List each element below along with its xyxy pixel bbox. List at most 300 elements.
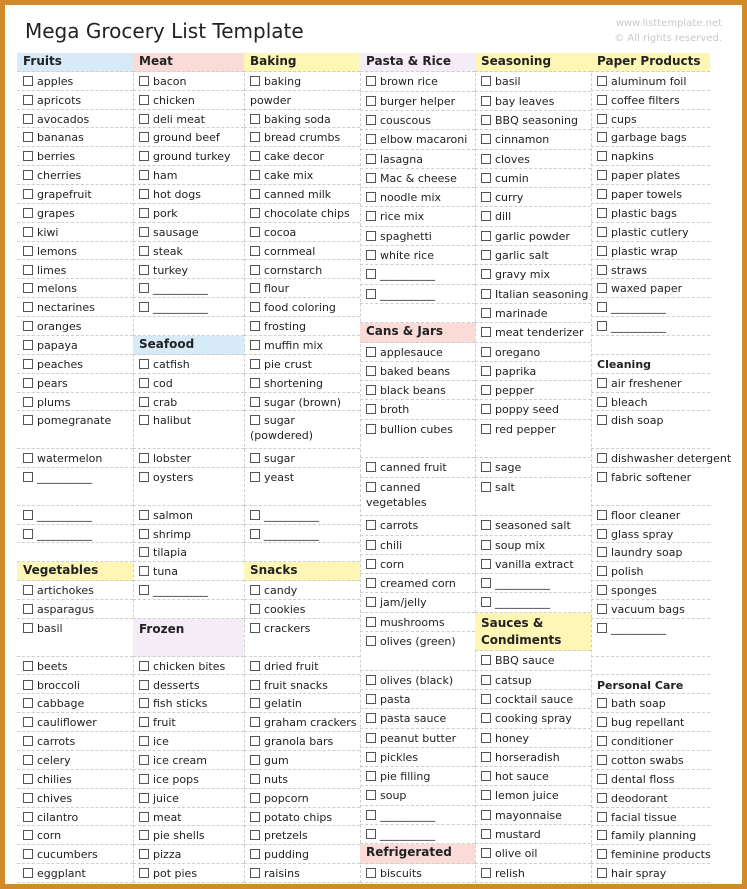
item-label: meat tenderizer <box>495 326 584 340</box>
checkbox-icon[interactable] <box>139 283 149 293</box>
item-label: baked beans <box>380 364 451 378</box>
checkbox-icon[interactable] <box>250 793 260 803</box>
checkbox-icon[interactable] <box>139 151 149 161</box>
checkbox-icon[interactable] <box>139 76 149 86</box>
checkbox-icon[interactable] <box>23 246 33 256</box>
checkbox-icon[interactable] <box>139 359 149 369</box>
checkbox-icon[interactable] <box>250 76 260 86</box>
list-item <box>475 304 591 323</box>
item-label: sage <box>495 461 522 475</box>
checkbox-icon[interactable] <box>597 114 607 124</box>
checkbox-icon[interactable] <box>597 227 607 237</box>
checkbox-icon[interactable] <box>366 366 376 376</box>
checkbox-icon[interactable] <box>250 265 260 275</box>
checkbox-icon[interactable] <box>481 655 491 665</box>
list-item <box>133 298 244 317</box>
checkbox-icon[interactable] <box>366 115 376 125</box>
checkbox-icon[interactable] <box>597 510 607 520</box>
list-item <box>591 204 710 223</box>
checkbox-icon[interactable] <box>250 189 260 199</box>
checkbox-icon[interactable] <box>23 604 33 614</box>
checkbox-icon[interactable] <box>481 482 491 492</box>
checkbox-icon[interactable] <box>597 736 607 746</box>
checkbox-icon[interactable] <box>366 154 376 164</box>
checkbox-icon[interactable] <box>23 453 33 463</box>
item-label: cornmeal <box>264 244 316 258</box>
checkbox-icon[interactable] <box>139 95 149 105</box>
checkbox-icon[interactable] <box>250 755 260 765</box>
list-item <box>360 671 475 690</box>
checkbox-icon[interactable] <box>597 76 607 86</box>
checkbox-icon[interactable] <box>366 134 376 144</box>
checkbox-icon[interactable] <box>481 675 491 685</box>
checkbox-icon[interactable] <box>481 385 491 395</box>
checkbox-icon[interactable] <box>481 848 491 858</box>
checkbox-icon[interactable] <box>366 482 376 492</box>
checkbox-icon[interactable] <box>23 397 33 407</box>
list-item <box>360 613 475 632</box>
checkbox-icon[interactable] <box>23 529 33 539</box>
checkbox-icon[interactable] <box>481 250 491 260</box>
checkbox-icon[interactable] <box>250 604 260 614</box>
list-item <box>475 227 591 246</box>
list-item <box>244 676 360 695</box>
checkbox-icon[interactable] <box>481 424 491 434</box>
checkbox-icon[interactable] <box>23 755 33 765</box>
checkbox-icon[interactable] <box>481 520 491 530</box>
checkbox-icon[interactable] <box>366 289 376 299</box>
checkbox-icon[interactable] <box>250 812 260 822</box>
checkbox-icon[interactable] <box>139 812 149 822</box>
checkbox-icon[interactable] <box>139 755 149 765</box>
checkbox-icon[interactable] <box>481 269 491 279</box>
checkbox-icon[interactable] <box>597 170 607 180</box>
checkbox-icon[interactable] <box>597 151 607 161</box>
checkbox-icon[interactable] <box>23 321 33 331</box>
checkbox-icon[interactable] <box>23 793 33 803</box>
checkbox-icon[interactable] <box>597 755 607 765</box>
item-label: ground beef <box>153 131 220 145</box>
checkbox-icon[interactable] <box>481 289 491 299</box>
checkbox-icon[interactable] <box>366 713 376 723</box>
list-item <box>133 72 244 91</box>
item-label: white rice <box>380 249 434 263</box>
checkbox-icon[interactable] <box>139 566 149 576</box>
category-header-label: Paper Products <box>597 54 701 68</box>
list-item <box>17 110 133 129</box>
checkbox-icon[interactable] <box>366 578 376 588</box>
checkbox-icon[interactable] <box>250 453 260 463</box>
item-label: canned fruit <box>380 461 447 475</box>
category-column <box>360 53 475 883</box>
checkbox-icon[interactable] <box>23 340 33 350</box>
checkbox-icon[interactable] <box>139 397 149 407</box>
checkbox-icon[interactable] <box>250 830 260 840</box>
checkbox-icon[interactable] <box>481 231 491 241</box>
item-label: cilantro <box>37 810 79 824</box>
checkbox-icon[interactable] <box>597 868 607 878</box>
checkbox-icon[interactable] <box>366 96 376 106</box>
checkbox-icon[interactable] <box>23 265 33 275</box>
checkbox-icon[interactable] <box>139 132 149 142</box>
checkbox-icon[interactable] <box>366 597 376 607</box>
checkbox-icon[interactable] <box>481 597 491 607</box>
list-item <box>244 279 360 298</box>
item-label: __________ <box>611 301 666 315</box>
checkbox-icon[interactable] <box>23 774 33 784</box>
checkbox-icon[interactable] <box>250 283 260 293</box>
checkbox-icon[interactable] <box>597 830 607 840</box>
checkbox-icon[interactable] <box>250 868 260 878</box>
checkbox-icon[interactable] <box>139 510 149 520</box>
checkbox-icon[interactable] <box>481 752 491 762</box>
checkbox-icon[interactable] <box>139 378 149 388</box>
checkbox-icon[interactable] <box>23 585 33 595</box>
list-item <box>591 147 710 166</box>
checkbox-icon[interactable] <box>139 717 149 727</box>
checkbox-icon[interactable] <box>481 134 491 144</box>
checkbox-icon[interactable] <box>139 830 149 840</box>
checkbox-icon[interactable] <box>250 114 260 124</box>
checkbox-icon[interactable] <box>250 585 260 595</box>
checkbox-icon[interactable] <box>597 283 607 293</box>
checkbox-icon[interactable] <box>481 404 491 414</box>
checkbox-icon[interactable] <box>250 321 260 331</box>
list-item <box>360 825 475 844</box>
item-label: pie crust <box>264 357 312 371</box>
checkbox-icon[interactable] <box>366 540 376 550</box>
item-label: gelatin <box>264 697 302 711</box>
checkbox-icon[interactable] <box>139 415 149 425</box>
checkbox-icon[interactable] <box>250 661 260 671</box>
checkbox-icon[interactable] <box>481 366 491 376</box>
checkbox-icon[interactable] <box>366 733 376 743</box>
checkbox-icon[interactable] <box>23 830 33 840</box>
checkbox-icon[interactable] <box>481 829 491 839</box>
checkbox-icon[interactable] <box>139 453 149 463</box>
checkbox-icon[interactable] <box>597 472 607 482</box>
checkbox-icon[interactable] <box>139 585 149 595</box>
checkbox-icon[interactable] <box>481 462 491 472</box>
list-item <box>591 374 710 393</box>
item-label: spaghetti <box>380 229 432 243</box>
checkbox-icon[interactable] <box>366 752 376 762</box>
checkbox-icon[interactable] <box>250 132 260 142</box>
list-item <box>475 690 591 709</box>
list-item <box>360 207 475 226</box>
checkbox-icon[interactable] <box>250 774 260 784</box>
item-label: bug repellant <box>611 716 685 730</box>
checkbox-icon[interactable] <box>23 812 33 822</box>
checkbox-icon[interactable] <box>23 302 33 312</box>
checkbox-icon[interactable] <box>250 208 260 218</box>
checkbox-icon[interactable] <box>597 849 607 859</box>
item-label: olives (green) <box>380 635 456 649</box>
checkbox-icon[interactable] <box>597 623 607 633</box>
item-label: plastic cutlery <box>611 225 689 239</box>
checkbox-icon[interactable] <box>250 151 260 161</box>
checkbox-icon[interactable] <box>250 170 260 180</box>
checkbox-icon[interactable] <box>23 849 33 859</box>
checkbox-icon[interactable] <box>366 636 376 646</box>
checkbox-icon[interactable] <box>23 151 33 161</box>
checkbox-icon[interactable] <box>23 359 33 369</box>
checkbox-icon[interactable] <box>597 585 607 595</box>
checkbox-icon[interactable] <box>366 76 376 86</box>
item-label: dish soap <box>611 414 664 428</box>
checkbox-icon[interactable] <box>23 661 33 671</box>
checkbox-icon[interactable] <box>481 559 491 569</box>
list-item <box>244 166 360 185</box>
list-item <box>17 185 133 204</box>
checkbox-icon[interactable] <box>597 717 607 727</box>
item-label: papaya <box>37 338 78 352</box>
item-label: olive oil <box>495 847 538 861</box>
item-label: soup <box>380 789 407 803</box>
checkbox-icon[interactable] <box>139 793 149 803</box>
checkbox-icon[interactable] <box>366 868 376 878</box>
category-header-label: Meat <box>139 54 173 68</box>
checkbox-icon[interactable] <box>597 547 607 557</box>
checkbox-icon[interactable] <box>23 415 33 425</box>
checkbox-icon[interactable] <box>23 132 33 142</box>
checkbox-icon[interactable] <box>139 868 149 878</box>
checkbox-icon[interactable] <box>481 96 491 106</box>
checkbox-icon[interactable] <box>250 717 260 727</box>
checkbox-icon[interactable] <box>366 173 376 183</box>
checkbox-icon[interactable] <box>366 520 376 530</box>
checkbox-icon[interactable] <box>481 115 491 125</box>
checkbox-icon[interactable] <box>139 680 149 690</box>
checkbox-icon[interactable] <box>23 378 33 388</box>
checkbox-icon[interactable] <box>366 347 376 357</box>
category-header <box>591 53 710 72</box>
checkbox-icon[interactable] <box>139 774 149 784</box>
list-item <box>360 458 475 477</box>
item-label: deodorant <box>611 791 668 805</box>
checkbox-icon[interactable] <box>23 868 33 878</box>
checkbox-icon[interactable] <box>250 227 260 237</box>
list-item <box>17 600 133 619</box>
item-label: cherries <box>37 169 82 183</box>
checkbox-icon[interactable] <box>366 269 376 279</box>
checkbox-icon[interactable] <box>23 698 33 708</box>
checkbox-icon[interactable] <box>23 736 33 746</box>
list-item <box>360 246 475 265</box>
checkbox-icon[interactable] <box>139 170 149 180</box>
checkbox-icon[interactable] <box>597 793 607 803</box>
item-label: __________ <box>153 584 208 598</box>
checkbox-icon[interactable] <box>23 283 33 293</box>
checkbox-icon[interactable] <box>250 415 260 425</box>
item-label: paprika <box>495 364 537 378</box>
item-label: __________ <box>495 596 550 610</box>
item-label: curry <box>495 191 524 205</box>
checkbox-icon[interactable] <box>366 675 376 685</box>
checkbox-icon[interactable] <box>139 208 149 218</box>
checkbox-icon[interactable] <box>481 713 491 723</box>
checkbox-icon[interactable] <box>250 623 260 633</box>
item-label: oysters <box>153 471 194 484</box>
list-item <box>17 468 133 506</box>
checkbox-icon[interactable] <box>23 680 33 690</box>
checkbox-icon[interactable] <box>481 347 491 357</box>
list-item <box>244 185 360 204</box>
checkbox-icon[interactable] <box>139 189 149 199</box>
checkbox-icon[interactable] <box>597 529 607 539</box>
checkbox-icon[interactable] <box>139 547 149 557</box>
checkbox-icon[interactable] <box>597 415 607 425</box>
watermark-rights: © All rights reserved. <box>614 33 722 44</box>
list-item <box>360 188 475 207</box>
checkbox-icon[interactable] <box>250 529 260 539</box>
checkbox-icon[interactable] <box>597 378 607 388</box>
checkbox-icon[interactable] <box>250 397 260 407</box>
checkbox-icon[interactable] <box>366 617 376 627</box>
checkbox-icon[interactable] <box>139 529 149 539</box>
list-item <box>244 223 360 242</box>
list-item <box>17 770 133 789</box>
checkbox-icon[interactable] <box>481 154 491 164</box>
category-header <box>360 844 475 863</box>
checkbox-icon[interactable] <box>23 227 33 237</box>
checkbox-icon[interactable] <box>597 246 607 256</box>
checkbox-icon[interactable] <box>250 510 260 520</box>
checkbox-icon[interactable] <box>139 736 149 746</box>
checkbox-icon[interactable] <box>481 578 491 588</box>
category-header-label: Seasoning <box>481 54 552 68</box>
checkbox-icon[interactable] <box>481 211 491 221</box>
checkbox-icon[interactable] <box>366 462 376 472</box>
checkbox-icon[interactable] <box>597 265 607 275</box>
list-item <box>360 864 475 883</box>
list-item <box>133 713 244 732</box>
checkbox-icon[interactable] <box>366 694 376 704</box>
checkbox-icon[interactable] <box>597 566 607 576</box>
checkbox-icon[interactable] <box>366 192 376 202</box>
checkbox-icon[interactable] <box>481 868 491 878</box>
checkbox-icon[interactable] <box>139 114 149 124</box>
checkbox-icon[interactable] <box>481 192 491 202</box>
checkbox-icon[interactable] <box>250 849 260 859</box>
checkbox-icon[interactable] <box>597 302 607 312</box>
item-label: cornstarch <box>264 263 323 277</box>
checkbox-icon[interactable] <box>597 453 607 463</box>
checkbox-icon[interactable] <box>23 510 33 520</box>
checkbox-icon[interactable] <box>139 265 149 275</box>
list-item <box>244 826 360 845</box>
subcategory-header <box>591 676 710 695</box>
item-label: basil <box>37 621 63 635</box>
item-label: ground turkey <box>153 150 231 164</box>
list-item <box>244 110 360 129</box>
checkbox-icon[interactable] <box>23 114 33 124</box>
checkbox-icon[interactable] <box>250 378 260 388</box>
checkbox-icon[interactable] <box>366 404 376 414</box>
checkbox-icon[interactable] <box>481 327 491 337</box>
checkbox-icon[interactable] <box>250 472 260 482</box>
checkbox-icon[interactable] <box>366 771 376 781</box>
checkbox-icon[interactable] <box>481 308 491 318</box>
item-label: limes <box>37 263 67 277</box>
list-item <box>360 227 475 246</box>
checkbox-icon[interactable] <box>366 790 376 800</box>
checkbox-icon[interactable] <box>597 698 607 708</box>
checkbox-icon[interactable] <box>597 774 607 784</box>
item-label: nectarines <box>37 301 95 315</box>
checkbox-icon[interactable] <box>23 189 33 199</box>
checkbox-icon[interactable] <box>139 302 149 312</box>
checkbox-icon[interactable] <box>481 810 491 820</box>
checkbox-icon[interactable] <box>597 132 607 142</box>
checkbox-icon[interactable] <box>481 173 491 183</box>
list-item <box>360 574 475 593</box>
checkbox-icon[interactable] <box>250 680 260 690</box>
checkbox-icon[interactable] <box>250 359 260 369</box>
checkbox-icon[interactable] <box>597 604 607 614</box>
checkbox-icon[interactable] <box>597 95 607 105</box>
blank-row <box>17 543 133 562</box>
checkbox-icon[interactable] <box>366 250 376 260</box>
checkbox-icon[interactable] <box>481 76 491 86</box>
item-label: hair spray <box>611 867 667 881</box>
checkbox-icon[interactable] <box>139 472 149 482</box>
checkbox-icon[interactable] <box>139 246 149 256</box>
checkbox-icon[interactable] <box>481 790 491 800</box>
checkbox-icon[interactable] <box>597 189 607 199</box>
checkbox-icon[interactable] <box>597 208 607 218</box>
checkbox-icon[interactable] <box>481 540 491 550</box>
checkbox-icon[interactable] <box>250 736 260 746</box>
checkbox-icon[interactable] <box>366 559 376 569</box>
checkbox-icon[interactable] <box>139 698 149 708</box>
item-label: shortening <box>264 376 324 390</box>
checkbox-icon[interactable] <box>23 76 33 86</box>
checkbox-icon[interactable] <box>366 211 376 221</box>
checkbox-icon[interactable] <box>597 812 607 822</box>
checkbox-icon[interactable] <box>481 733 491 743</box>
item-label: cabbage <box>37 697 85 711</box>
checkbox-icon[interactable] <box>366 829 376 839</box>
checkbox-icon[interactable] <box>597 397 607 407</box>
checkbox-icon[interactable] <box>139 227 149 237</box>
item-label: flour <box>264 282 290 296</box>
category-column <box>475 53 591 883</box>
checkbox-icon[interactable] <box>250 340 260 350</box>
checkbox-icon[interactable] <box>366 424 376 434</box>
checkbox-icon[interactable] <box>23 208 33 218</box>
checkbox-icon[interactable] <box>23 623 33 633</box>
checkbox-icon[interactable] <box>250 246 260 256</box>
checkbox-icon[interactable] <box>23 170 33 180</box>
checkbox-icon[interactable] <box>597 321 607 331</box>
checkbox-icon[interactable] <box>139 849 149 859</box>
checkbox-icon[interactable] <box>366 231 376 241</box>
checkbox-icon[interactable] <box>481 694 491 704</box>
item-label: apricots <box>37 93 82 107</box>
checkbox-icon[interactable] <box>250 698 260 708</box>
item-label: pudding <box>264 848 309 862</box>
item-label: straws <box>611 263 648 277</box>
checkbox-icon[interactable] <box>23 717 33 727</box>
checkbox-icon[interactable] <box>366 385 376 395</box>
checkbox-icon[interactable] <box>481 771 491 781</box>
checkbox-icon[interactable] <box>366 810 376 820</box>
checkbox-icon[interactable] <box>23 472 33 482</box>
checkbox-icon[interactable] <box>250 302 260 312</box>
checkbox-icon[interactable] <box>23 95 33 105</box>
checkbox-icon[interactable] <box>139 661 149 671</box>
